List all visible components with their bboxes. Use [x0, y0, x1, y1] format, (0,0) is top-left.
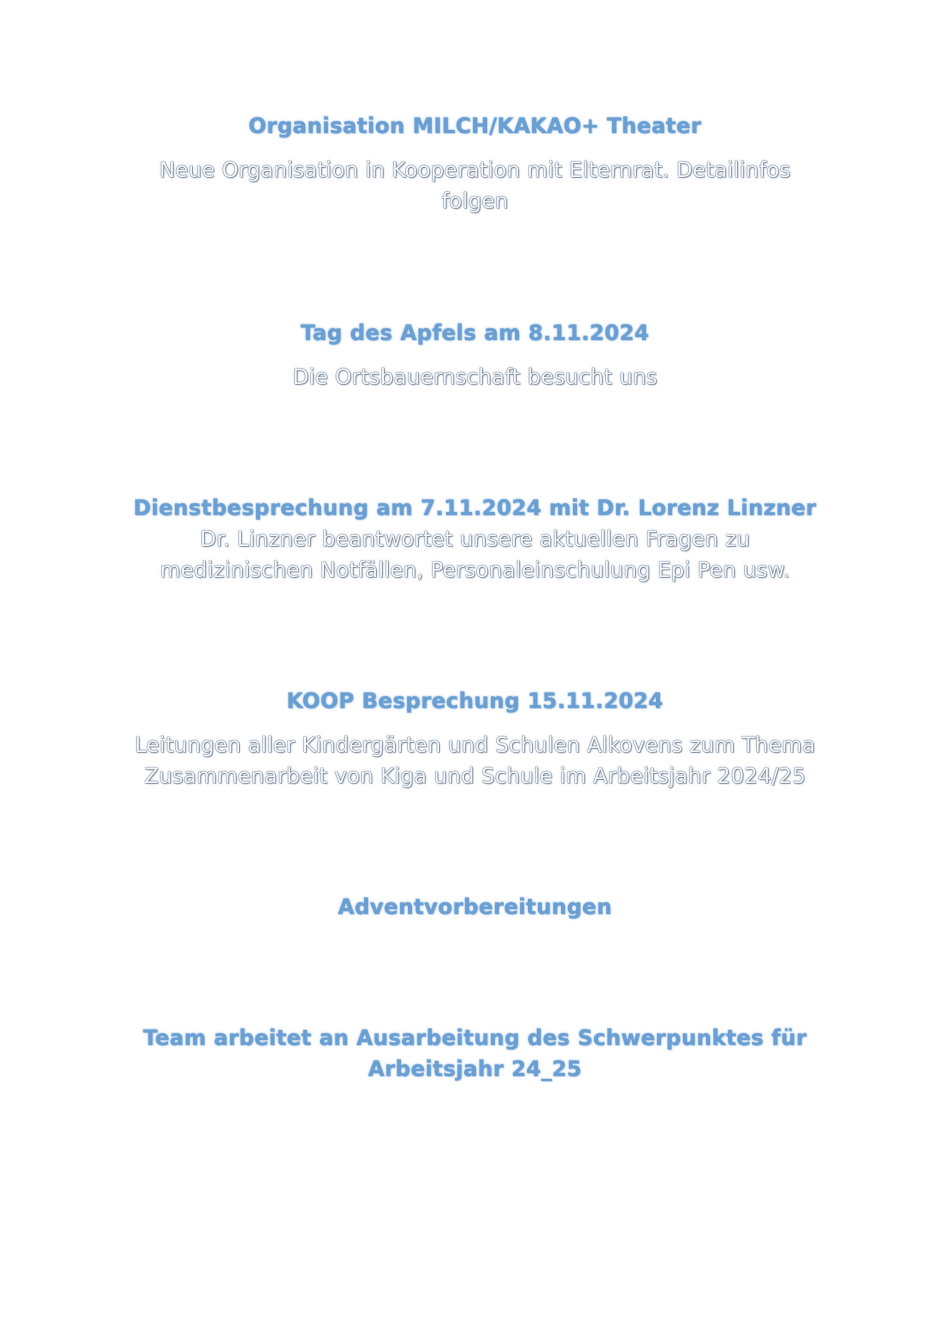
body-line: Zusammenarbeit von Kiga und Schule im Arbeitsjahr 2024/25 — [144, 764, 806, 788]
heading-line: Team arbeitet an Ausarbeitung des Schwerpunktes für — [143, 1026, 807, 1050]
body-line: folgen — [441, 189, 509, 213]
body-line: Leitungen aller Kindergärten und Schulen Alkovens zum Thema — [134, 733, 816, 757]
section-heading: Dienstbesprechung am 7.11.2024 mit Dr. Lorenz Linzner — [133, 496, 817, 520]
section-heading — [0, 1023, 950, 1085]
section-team-schwerpunkt — [0, 1023, 950, 1085]
heading-line: Arbeitsjahr 24_25 — [368, 1057, 582, 1081]
section-body — [0, 362, 950, 393]
body-line: medizinischen Notfällen, Personaleinschulung Epi Pen usw. — [160, 558, 790, 582]
section-dienstbesprechung — [0, 493, 950, 586]
section-body — [0, 155, 950, 217]
section-milch-kakao — [0, 111, 950, 217]
section-heading: Tag des Apfels am 8.11.2024 — [300, 321, 650, 345]
section-tag-des-apfels — [0, 318, 950, 393]
section-heading: KOOP Besprechung 15.11.2024 — [286, 689, 664, 713]
body-line: Neue Organisation in Kooperation mit Elternrat. Detailinfos — [159, 158, 791, 182]
section-heading: Organisation MILCH/KAKAO+ Theater — [248, 114, 702, 138]
body-line: Die Ortsbauernschaft besucht uns — [292, 365, 658, 389]
section-advent — [0, 892, 950, 923]
section-body — [0, 730, 950, 792]
section-koop-besprechung — [0, 686, 950, 792]
section-heading: Adventvorbereitungen — [338, 895, 612, 919]
body-line: Dr. Linzner beantwortet unsere aktuellen Fragen zu — [200, 527, 750, 551]
section-body — [0, 524, 950, 586]
